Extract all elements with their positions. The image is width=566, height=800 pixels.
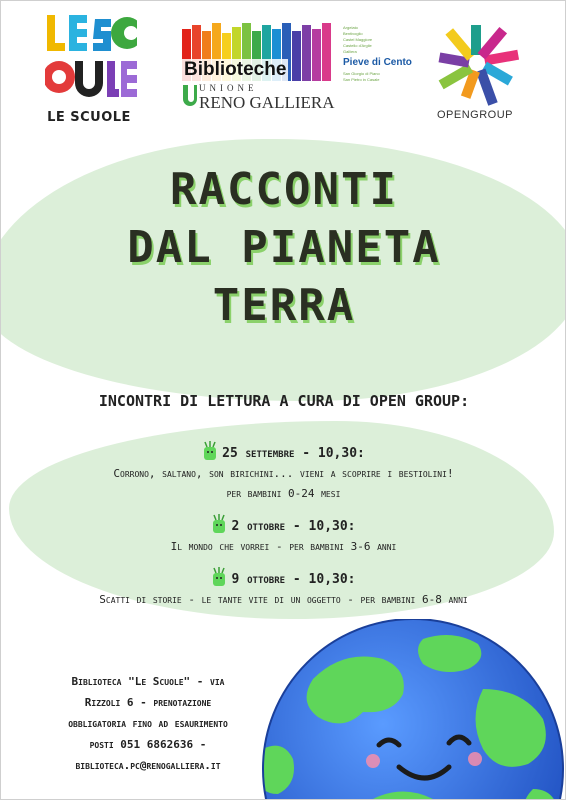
towns-list-bottom — [343, 71, 413, 83]
alien-icon — [202, 441, 218, 461]
event-audience: per bambini 0-24 mesi — [226, 487, 341, 500]
alien-icon — [211, 514, 227, 534]
towns-list-top — [343, 25, 413, 55]
event-item — [31, 567, 536, 610]
title-line: RACCONTI — [170, 164, 398, 215]
opengroup-logo — [425, 19, 525, 124]
event-heading: 9 ottobre - 10,30: — [231, 572, 356, 587]
title-line: DAL PIANETA — [127, 222, 441, 273]
biblioteche-logo — [177, 21, 412, 116]
reno-galliera-label: RENO GALLIERA — [199, 93, 335, 112]
events-list — [31, 441, 536, 620]
event-heading-row — [31, 514, 536, 537]
town-name: Bentivoglio — [343, 31, 363, 36]
event-description: Scatti di storie - le tante vite di un oggetto - per bambini 6-8 anni — [99, 593, 468, 606]
event-description: Il mondo che vorrei - per bambini 3-6 anni — [170, 540, 397, 553]
event-heading: 2 ottobre - 10,30: — [231, 519, 356, 534]
contact-info — [33, 671, 263, 776]
title-line: TERRA — [212, 280, 356, 331]
poster-title — [1, 161, 566, 335]
town-name: San Pietro in Casale — [343, 77, 380, 82]
town-name: San Giorgio di Piano — [343, 71, 380, 76]
event-heading-row — [31, 441, 536, 464]
event-heading-row — [31, 567, 536, 590]
le-scuole-letters-icon — [45, 13, 137, 101]
event-item — [31, 441, 536, 504]
globe-illustration — [253, 619, 566, 800]
unione-leaf-icon — [181, 83, 197, 109]
event-description: Corrono, saltano, son birichini... vieni a scoprire i bestiolini! — [113, 467, 454, 480]
contact-line: obbligatoria fino ad esaurimento — [68, 717, 228, 730]
contact-email[interactable]: biblioteca.pc@renogalliera.it — [75, 759, 221, 772]
poster-subtitle: INCONTRI DI LETTURA A CURA DI OPEN GROUP: — [98, 392, 470, 410]
opengroup-caption: OPENGROUP — [436, 109, 513, 121]
unione-label: UNIONE — [199, 83, 258, 93]
contact-line: Rizzoli 6 - prenotazione — [84, 696, 212, 709]
alien-icon — [211, 567, 227, 587]
town-name: Galliera — [343, 49, 357, 54]
town-name: Castel Maggiore — [343, 37, 373, 42]
contact-line: posti 051 6862636 - — [89, 738, 207, 751]
biblioteche-title: Biblioteche — [184, 59, 287, 80]
le-scuole-caption: LE SCUOLE — [47, 110, 131, 125]
town-name: Argelato — [343, 25, 358, 30]
opengroup-burst-icon — [425, 19, 525, 109]
event-heading: 25 settembre - 10,30: — [222, 446, 365, 461]
town-name: Castello d'Argile — [343, 43, 372, 48]
le-scuole-logo — [39, 13, 139, 128]
contact-line: Biblioteca "Le Scuole" - via — [71, 675, 225, 688]
pieve-di-cento-label: Pieve di Cento — [343, 57, 412, 68]
event-item — [31, 514, 536, 557]
